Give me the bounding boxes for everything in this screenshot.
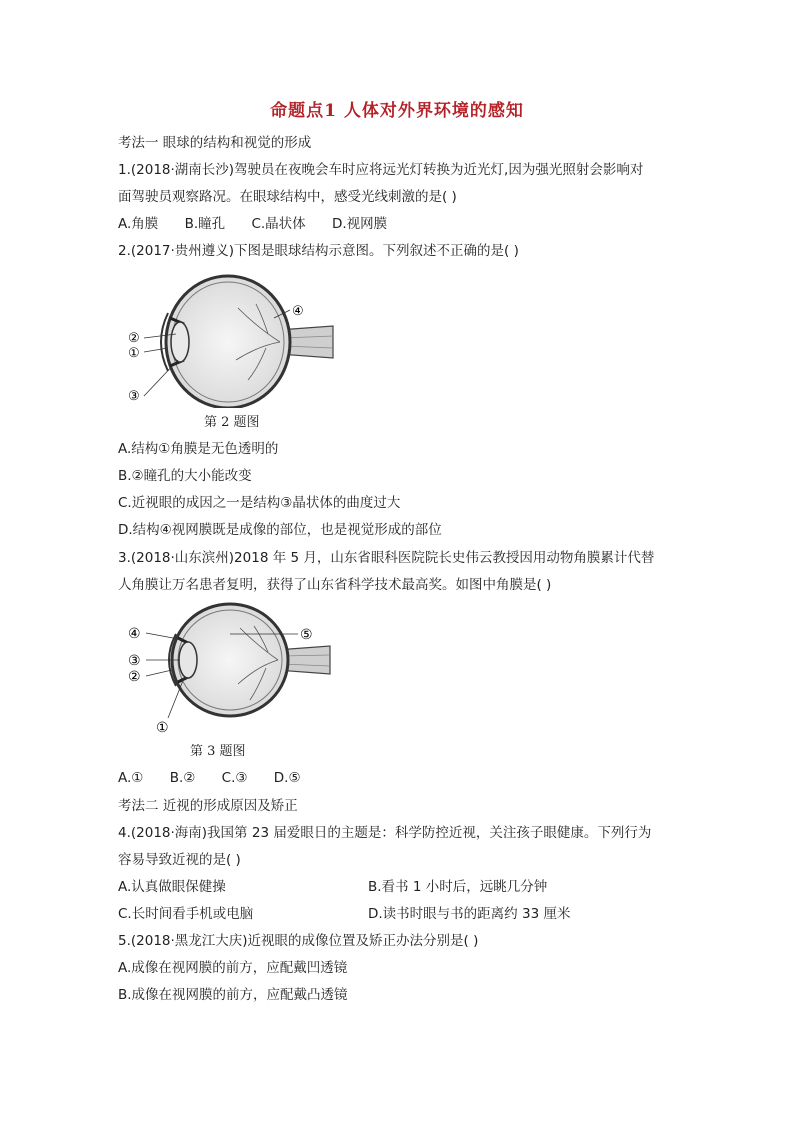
page-title: 命题点1 人体对外界环境的感知 (270, 101, 524, 121)
q3-stem-line2: 人角膜让万名患者复明，获得了山东省科学技术最高奖。如图中角膜是( ) (118, 577, 552, 593)
q3-option-c: C.③ (221, 770, 248, 786)
q2-option-a: A.结构①角膜是无色透明的 (118, 441, 279, 457)
q1-options (118, 215, 409, 233)
section-heading-1: 考法一 眼球的结构和视觉的形成 (118, 135, 312, 151)
q3-stem-line1: 3.(2018·山东滨州)2018 年 5 月，山东省眼科医院院长史伟云教授因用动物角膜累计代替 (118, 550, 655, 566)
q2-label-1: ① (128, 346, 140, 361)
q3-label-2: ② (128, 669, 141, 685)
q4-option-b: B.看书 1 小时后，远眺几分钟 (368, 879, 548, 895)
eye-diagram-q3 (118, 600, 348, 740)
q4-stem-line1: 4.(2018·海南)我国第 23 届爱眼日的主题是：科学防控近视，关注孩子眼健康。下列行为 (118, 825, 652, 841)
q4-option-d: D.读书时眼与书的距离约 33 厘米 (368, 906, 571, 922)
q3-label-4: ④ (128, 626, 141, 642)
q3-option-d: D.⑤ (273, 770, 301, 786)
q2-label-3: ③ (128, 389, 140, 404)
q3-options (118, 769, 323, 787)
q3-option-a: A.① (118, 770, 144, 786)
q4-option-c: C.长时间看手机或电脑 (118, 906, 254, 922)
q3-label-1: ① (156, 720, 169, 736)
q5-option-b: B.成像在视网膜的前方，应配戴凸透镜 (118, 987, 348, 1003)
q2-label-2: ② (128, 331, 140, 346)
eye-diagram-q2 (118, 268, 348, 408)
q1-stem-line2: 面驾驶员观察路况。在眼球结构中，感受光线刺激的是( ) (118, 189, 457, 205)
q2-option-b: B.②瞳孔的大小能改变 (118, 468, 252, 484)
q2-option-d: D.结构④视网膜既是成像的部位，也是视觉形成的部位 (118, 522, 442, 538)
q1-option-c: C.晶状体 (251, 216, 306, 232)
q2-figure-caption: 第 2 题图 (204, 415, 260, 430)
q5-option-a: A.成像在视网膜的前方，应配戴凹透镜 (118, 960, 348, 976)
q2-label-4: ④ (292, 304, 304, 319)
q2-option-c: C.近视眼的成因之一是结构③晶状体的曲度过大 (118, 495, 401, 511)
q1-option-a: A.角膜 (118, 216, 159, 232)
q3-label-3: ③ (128, 653, 141, 669)
q4-stem-line2: 容易导致近视的是( ) (118, 852, 241, 868)
q3-figure-caption: 第 3 题图 (190, 744, 246, 759)
q1-option-b: B.瞳孔 (184, 216, 226, 232)
q3-label-5: ⑤ (300, 627, 313, 643)
q3-option-b: B.② (169, 770, 196, 786)
q1-option-d: D.视网膜 (331, 216, 388, 232)
q1-stem-line1: 1.(2018·湖南长沙)驾驶员在夜晚会车时应将远光灯转换为近光灯,因为强光照射会影响对 (118, 162, 644, 178)
section-heading-2: 考法二 近视的形成原因及矫正 (118, 798, 298, 814)
q4-option-a: A.认真做眼保健操 (118, 879, 226, 895)
q5-stem: 5.(2018·黑龙江大庆)近视眼的成像位置及矫正办法分别是( ) (118, 933, 479, 949)
q2-stem: 2.(2017·贵州遵义)下图是眼球结构示意图。下列叙述不正确的是( ) (118, 243, 519, 259)
